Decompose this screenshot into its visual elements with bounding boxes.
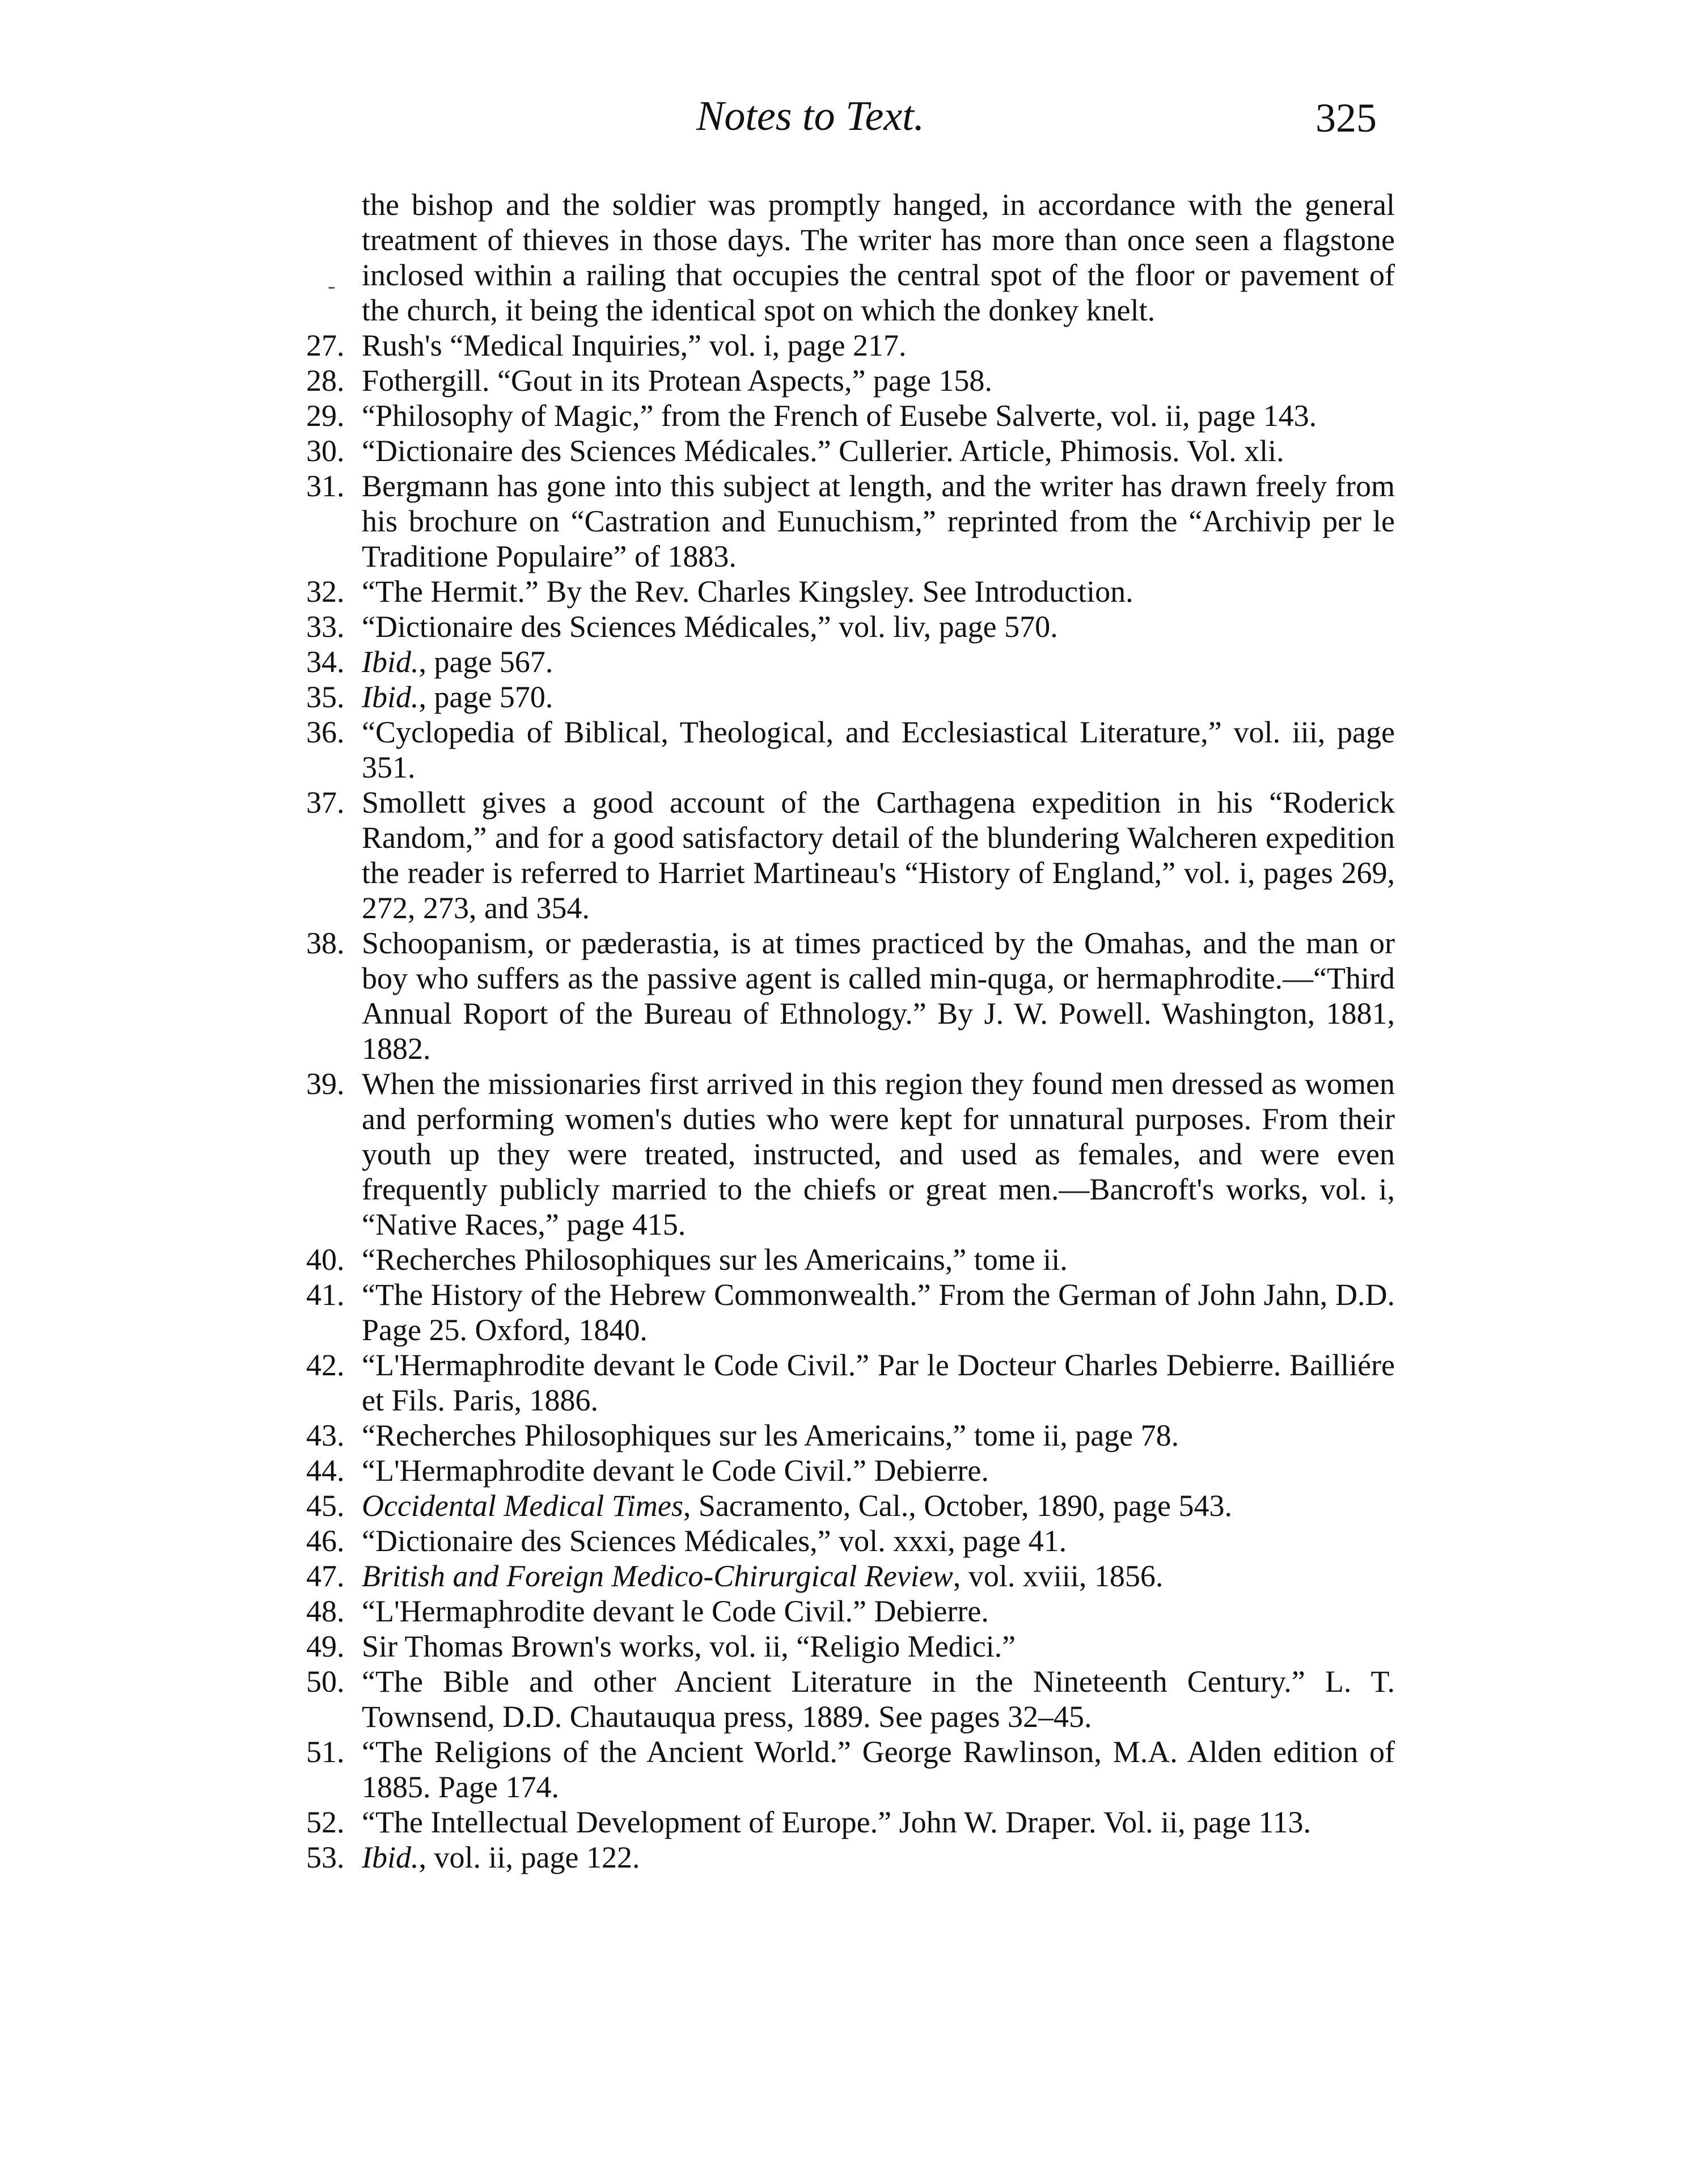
- note-item: [306, 574, 1395, 609]
- margin-mark: -: [328, 273, 336, 298]
- note-number: 43.: [306, 1418, 345, 1452]
- note-number: 32.: [306, 574, 345, 609]
- note-number: 29.: [306, 399, 345, 433]
- note-body-text: , vol. ii, page 122.: [418, 1840, 640, 1874]
- note-number: 40.: [306, 1243, 345, 1277]
- note-body-text: “L'Hermaphrodite devant le Code Civil.” Debierre.: [362, 1594, 989, 1628]
- note-body-text: “Dictionaire des Sciences Médicales,” vol. liv, page 570.: [362, 610, 1058, 644]
- note-text: [362, 715, 1395, 785]
- note-item: [306, 1629, 1395, 1664]
- note-text: [362, 398, 1395, 433]
- note-item: [306, 1734, 1395, 1805]
- note-item: [306, 609, 1395, 644]
- note-number: 48.: [306, 1594, 345, 1628]
- note-item: [306, 1347, 1395, 1418]
- note-number: 31.: [306, 469, 345, 503]
- note-body-text: , vol. xviii, 1856.: [953, 1559, 1164, 1593]
- note-body-text: Fothergill. “Gout in its Protean Aspects,” page 158.: [362, 364, 992, 398]
- note-number: 37.: [306, 785, 345, 819]
- note-item: [306, 1558, 1395, 1594]
- note-text: [362, 1629, 1395, 1664]
- note-item: [306, 785, 1395, 926]
- note-body-text: , page 567.: [418, 645, 553, 679]
- note-item: [306, 679, 1395, 715]
- note-body-text: Sir Thomas Brown's works, vol. ii, “Religio Medici.”: [362, 1629, 1016, 1663]
- note-body-text: , page 570.: [418, 680, 553, 714]
- note-number: 39.: [306, 1067, 345, 1101]
- note-body-text: Schoopanism, or pæderastia, is at times practiced by the Omahas, and the man or boy who suffers as the passive agent is called min-quga, or hermaphrodite.—“Third Annual Roport of the Bureau of Ethnology.” By J. W. Powell. Washington, 1881, 1882.: [362, 926, 1395, 1066]
- note-body-text: “Recherches Philosophiques sur les Americains,” tome ii, page 78.: [362, 1418, 1179, 1452]
- note-text: [362, 574, 1395, 609]
- note-text: [362, 1664, 1395, 1734]
- note-item: [306, 715, 1395, 785]
- note-body-text: Rush's “Medical Inquiries,” vol. i, page 217.: [362, 328, 907, 362]
- note-number: 33.: [306, 610, 345, 644]
- note-number: 52.: [306, 1805, 345, 1839]
- note-item: [306, 328, 1395, 363]
- note-text: [362, 1840, 1395, 1875]
- note-item: [306, 468, 1395, 574]
- note-text: [362, 363, 1395, 398]
- note-body-text: “The Bible and other Ancient Literature in the Nineteenth Century.” L. T. Townsend, D.D. Chautauqua press, 1889. See pages 32–45.: [362, 1665, 1395, 1734]
- note-text: [362, 679, 1395, 715]
- note-number: 50.: [306, 1665, 345, 1699]
- note-body-text: “The History of the Hebrew Commonwealth.” From the German of John Jahn, D.D. Page 25. Oxford, 1840.: [362, 1278, 1395, 1347]
- note-number: 44.: [306, 1454, 345, 1488]
- note-number: 28.: [306, 364, 345, 398]
- note-body-text: Bergmann has gone into this subject at length, and the writer has drawn freely from his brochure on “Castration and Eunuchism,” reprinted from the “Archivip per le Traditione Populaire” of 1883.: [362, 469, 1395, 573]
- note-item: [306, 1242, 1395, 1277]
- note-number: 47.: [306, 1559, 345, 1593]
- note-italic-title: British and Foreign Medico-Chirurgical Review: [362, 1559, 953, 1593]
- note-item: [306, 1066, 1395, 1242]
- note-body-text: “Cyclopedia of Biblical, Theological, and Ecclesiastical Literature,” vol. iii, page 351.: [362, 715, 1395, 784]
- note-item: [306, 1523, 1395, 1558]
- note-text: [362, 1734, 1395, 1805]
- note-number: 49.: [306, 1629, 345, 1663]
- running-head-title: Notes to Text.: [696, 93, 925, 140]
- note-body-text: “Dictionaire des Sciences Médicales.” Cullerier. Article, Phimosis. Vol. xli.: [362, 434, 1284, 468]
- note-text: [362, 1347, 1395, 1418]
- note-body-text: “The Religions of the Ancient World.” George Rawlinson, M.A. Alden edition of 1885. Page 174.: [362, 1735, 1395, 1804]
- notes-list: [306, 187, 1395, 1875]
- note-item: [306, 1805, 1395, 1840]
- notes-container: [306, 328, 1395, 1875]
- note-text: [362, 609, 1395, 644]
- note-italic-title: Ibid.: [362, 645, 419, 679]
- note-italic-title: Ibid.: [362, 680, 419, 714]
- note-item: [306, 398, 1395, 433]
- note-italic-title: Ibid.: [362, 1840, 419, 1874]
- note-body-text: When the missionaries first arrived in this region they found men dressed as women and performing women's duties who were kept for unnatural purposes. From their youth up they were treated, instructed, and used as females, and were even frequently publicly married to the chiefs or great men.—Bancroft's works, vol. i, “Native Races,” page 415.: [362, 1067, 1395, 1241]
- note-item: [306, 644, 1395, 679]
- note-item: [306, 1594, 1395, 1629]
- note-text: [362, 644, 1395, 679]
- note-item: [306, 363, 1395, 398]
- note-number: 27.: [306, 328, 345, 362]
- note-item: [306, 1488, 1395, 1523]
- page-number: 325: [1315, 95, 1377, 141]
- note-italic-title: Occidental Medical Times: [362, 1489, 683, 1523]
- note-text: [362, 468, 1395, 574]
- note-text: [362, 1523, 1395, 1558]
- note-body-text: “The Hermit.” By the Rev. Charles Kingsley. See Introduction.: [362, 574, 1133, 609]
- note-number: 51.: [306, 1735, 345, 1769]
- note-text: [362, 328, 1395, 363]
- note-body-text: “Recherches Philosophiques sur les Americains,” tome ii.: [362, 1243, 1068, 1277]
- note-body-text: “Philosophy of Magic,” from the French of Eusebe Salverte, vol. ii, page 143.: [362, 399, 1317, 433]
- note-body-text: “L'Hermaphrodite devant le Code Civil.” Par le Docteur Charles Debierre. Bailliére et Fils. Paris, 1886.: [362, 1348, 1395, 1417]
- note-text: [362, 785, 1395, 926]
- note-text: [362, 1277, 1395, 1347]
- note-text: [362, 1453, 1395, 1488]
- note-number: 34.: [306, 645, 345, 679]
- note-text: [362, 1242, 1395, 1277]
- note-number: 36.: [306, 715, 345, 749]
- note-item: [306, 1418, 1395, 1453]
- note-body-text: Smollett gives a good account of the Carthagena expedition in his “Roderick Random,” and for a good satisfactory detail of the blundering Walcheren expedition the reader is referred to Harriet Martineau's “History of England,” vol. i, pages 269, 272, 273, and 354.: [362, 785, 1395, 925]
- note-item: [306, 433, 1395, 468]
- note-number: 30.: [306, 434, 345, 468]
- note-text: [362, 1805, 1395, 1840]
- note-item: [306, 1840, 1395, 1875]
- note-text: [362, 926, 1395, 1066]
- note-item: [306, 926, 1395, 1066]
- note-number: 46.: [306, 1524, 345, 1558]
- note-number: 53.: [306, 1840, 345, 1874]
- note-number: 38.: [306, 926, 345, 960]
- note-item: [306, 1664, 1395, 1734]
- note-number: 41.: [306, 1278, 345, 1312]
- note-number: 35.: [306, 680, 345, 714]
- note-text: [362, 1594, 1395, 1629]
- note-continuation: the bishop and the soldier was promptly hanged, in accordance with the general treatment of thieves in those days. The writer has more than once seen a flagstone inclosed within a railing that occupies the central spot of the floor or pavement of the church, it being the identical spot on which the donkey knelt.: [362, 188, 1395, 327]
- note-number: 42.: [306, 1348, 345, 1382]
- note-text: [362, 433, 1395, 468]
- note-body-text: “L'Hermaphrodite devant le Code Civil.” Debierre.: [362, 1454, 989, 1488]
- note-body-text: , Sacramento, Cal., October, 1890, page 543.: [683, 1489, 1232, 1523]
- note-text: [362, 1066, 1395, 1242]
- note-item: [306, 1277, 1395, 1347]
- note-number: 45.: [306, 1489, 345, 1523]
- note-text: [362, 1418, 1395, 1453]
- note-item: [306, 1453, 1395, 1488]
- note-text: [362, 1488, 1395, 1523]
- note-text: [362, 1558, 1395, 1594]
- note-body-text: “The Intellectual Development of Europe.” John W. Draper. Vol. ii, page 113.: [362, 1805, 1312, 1839]
- note-body-text: “Dictionaire des Sciences Médicales,” vol. xxxi, page 41.: [362, 1524, 1067, 1558]
